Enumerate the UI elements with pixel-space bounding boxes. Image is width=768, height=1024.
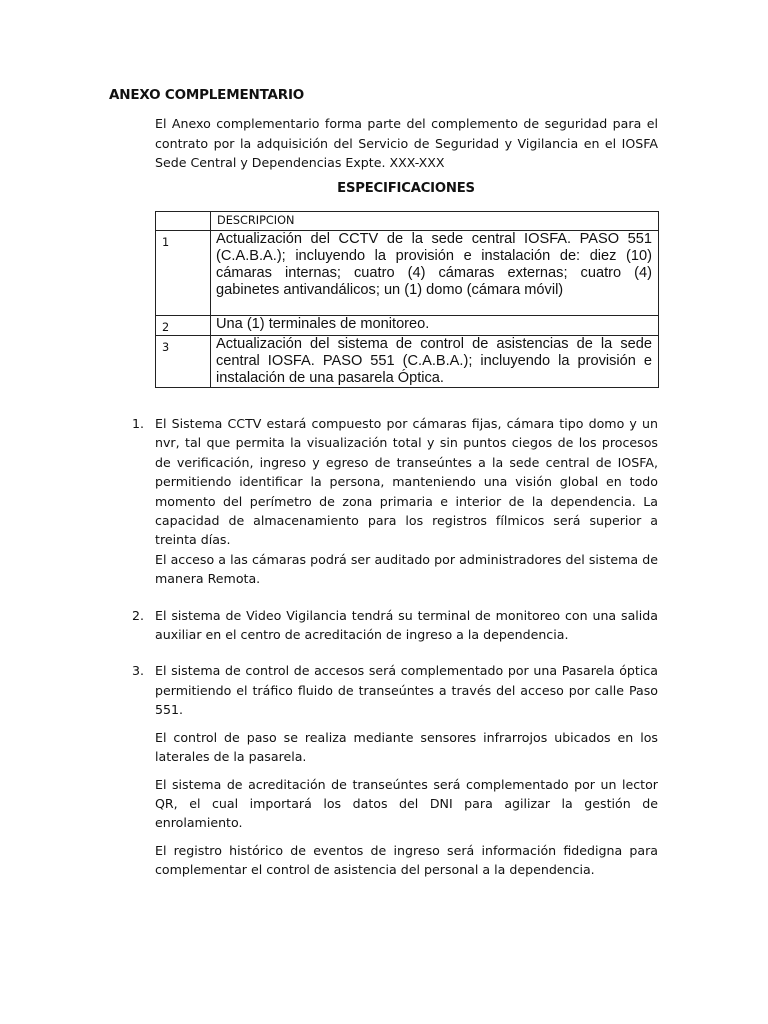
table-header-cell-number xyxy=(156,212,211,231)
table-cell-number: 1 xyxy=(156,231,211,316)
list-paragraph: El control de paso se realiza mediante sensores infrarrojos ubicados en los laterales de la pasarela. xyxy=(155,729,658,765)
intro-paragraph: El Anexo complementario forma parte del complemento de seguridad para el contrato por la adquisición del Servicio de Seguridad y Vigilancia en el IOSFA Sede Central y Dependencias Expte. XXX-XXX xyxy=(155,116,658,170)
table-cell-number: 3 xyxy=(156,336,211,388)
table-header-cell-description: DESCRIPCION xyxy=(211,212,659,231)
list-paragraph: El sistema de control de accesos será complementado por una Pasarela óptica permitiendo el tráfico fluido de transeúntes a través del acceso por calle Paso 551. xyxy=(155,663,658,718)
table-row xyxy=(156,231,659,316)
list-marker: 1. xyxy=(132,416,145,431)
list-item xyxy=(132,661,658,879)
specifications-heading: ESPECIFICACIONES xyxy=(337,181,475,196)
table-row xyxy=(156,316,659,336)
list-paragraph: El acceso a las cámaras podrá ser auditado por administradores del sistema de manera Remota. xyxy=(155,551,658,587)
table-header-row xyxy=(156,212,659,231)
list-paragraph: El sistema de acreditación de transeúntes será complementado por un lector QR, el cual importará los datos del DNI para agilizar la gestión de enrolamiento. xyxy=(155,776,658,831)
document-heading: ANEXO COMPLEMENTARIO xyxy=(109,87,305,103)
list-paragraph: El registro histórico de eventos de ingreso será información fidedigna para complementar el control de asistencia del personal a la dependencia. xyxy=(155,842,658,878)
table-cell-description: Actualización del sistema de control de asistencias de la sede central IOSFA. PASO 551 (C.A.B.A.); incluyendo la provisión e instalación de una pasarela Óptica. xyxy=(211,336,659,388)
list-paragraph: El Sistema CCTV estará compuesto por cámaras fijas, cámara tipo domo y un nvr, tal que permita la visualización total y sin puntos ciegos de los procesos de verificación, ingreso y egreso de transeúntes a la sede central de IOSFA, permitiendo identificar la persona, manteniendo una visión global en todo momento del perímetro de zona primaria e interior de la dependencia. La capacidad de almacenamiento para los registros fílmicos será superior a treinta días. xyxy=(155,416,658,548)
list-marker: 2. xyxy=(132,607,145,623)
list-marker: 3. xyxy=(132,663,145,679)
list-item xyxy=(132,414,658,589)
table-row xyxy=(156,336,659,388)
list-item xyxy=(132,606,658,645)
numbered-list xyxy=(132,414,658,880)
table-cell-description: Actualización del CCTV de la sede central IOSFA. PASO 551 (C.A.B.A.); incluyendo la provisión e instalación de: diez (10) cámaras internas; cuatro (4) cámaras externas; cuatro (4) gabinetes antivandálicos; un (1) domo (cámara móvil) xyxy=(211,231,659,316)
table-cell-description: Una (1) terminales de monitoreo. xyxy=(211,316,659,336)
specifications-table xyxy=(155,211,659,388)
table-cell-number: 2 xyxy=(156,316,211,336)
list-paragraph: El sistema de Video Vigilancia tendrá su terminal de monitoreo con una salida auxiliar en el centro de acreditación de ingreso a la dependencia. xyxy=(155,607,658,643)
